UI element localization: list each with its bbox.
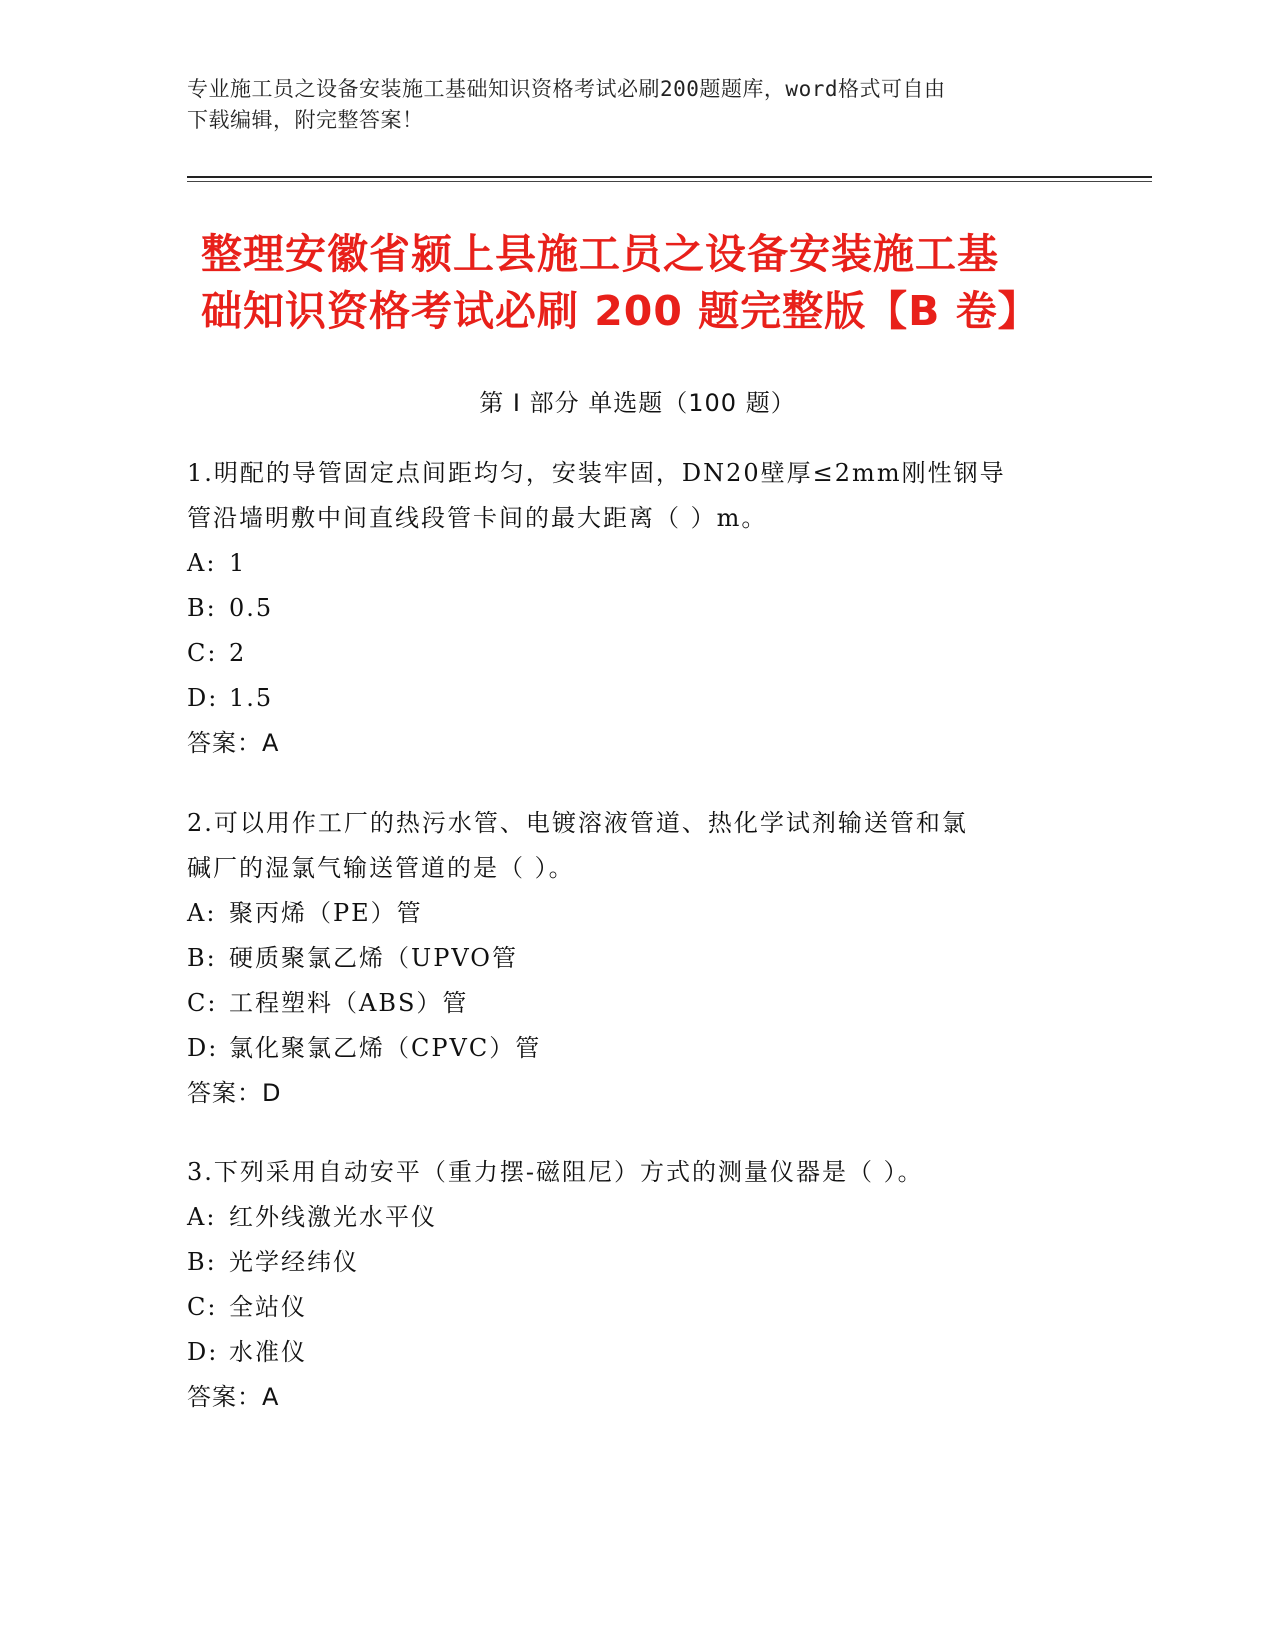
option-key: A: <box>187 1203 217 1231</box>
option-text: 红外线激光水平仪 <box>229 1203 437 1231</box>
question-2-answer: 答案：D <box>187 1079 282 1107</box>
header-divider-thick <box>187 176 1152 178</box>
option-text: 0.5 <box>229 594 274 622</box>
question-2-stem-line-2: 碱厂的湿氯气输送管道的是（ ）。 <box>187 854 575 882</box>
question-2-option-a <box>187 891 1067 936</box>
question-1-stem-line-1: 1.明配的导管固定点间距均匀，安装牢固，DN20壁厚≤2mm刚性钢导 <box>187 459 1006 487</box>
question-2-option-c <box>187 981 1067 1026</box>
option-text: 1.5 <box>229 684 274 712</box>
question-1 <box>187 451 1067 766</box>
option-key: A: <box>187 549 217 577</box>
question-1-option-a <box>187 541 1067 586</box>
option-key: B: <box>187 944 217 972</box>
option-key: D: <box>187 684 219 712</box>
option-text: 1 <box>229 549 247 577</box>
option-key: B: <box>187 594 217 622</box>
section-heading: 第 I 部分 单选题（100 题） <box>479 389 796 417</box>
option-text: 氯化聚氯乙烯（CPVC）管 <box>229 1034 542 1062</box>
option-text: 工程塑料（ABS）管 <box>229 989 469 1017</box>
option-key: D: <box>187 1338 219 1366</box>
question-1-answer: 答案：A <box>187 729 280 757</box>
question-2-option-d <box>187 1026 1067 1071</box>
option-text: 硬质聚氯乙烯（UPVO管 <box>229 944 518 972</box>
question-3-option-c <box>187 1285 1067 1330</box>
question-3-option-d <box>187 1330 1067 1375</box>
document-title <box>187 226 1101 340</box>
option-key: C: <box>187 1293 218 1321</box>
question-3-stem-line-1: 3.下列采用自动安平（重力摆-磁阻尼）方式的测量仪器是（ ）。 <box>187 1158 924 1186</box>
question-1-option-c <box>187 631 1067 676</box>
option-text: 全站仪 <box>229 1293 307 1321</box>
header-note-line-1: 专业施工员之设备安装施工基础知识资格考试必刷200题题库，word格式可自由 <box>187 77 946 101</box>
option-key: D: <box>187 1034 219 1062</box>
header-note-line-2: 下载编辑，附完整答案！ <box>187 108 424 132</box>
document-title-line-2: 础知识资格考试必刷 200 题完整版【B 卷】 <box>201 287 1040 335</box>
option-text: 2 <box>229 639 247 667</box>
document-title-line-1: 整理安徽省颍上县施工员之设备安装施工基 <box>201 230 999 278</box>
option-text: 聚丙烯（PE）管 <box>229 899 423 927</box>
header-divider-thin <box>187 181 1152 182</box>
question-2-option-b <box>187 936 1067 981</box>
question-3 <box>187 1150 1067 1420</box>
option-key: C: <box>187 639 218 667</box>
question-1-option-b <box>187 586 1067 631</box>
option-key: C: <box>187 989 218 1017</box>
question-1-option-d <box>187 676 1067 721</box>
header-note <box>187 74 1067 136</box>
option-key: B: <box>187 1248 217 1276</box>
question-3-option-b <box>187 1240 1067 1285</box>
option-key: A: <box>187 899 217 927</box>
option-text: 光学经纬仪 <box>229 1248 359 1276</box>
question-2-stem-line-1: 2.可以用作工厂的热污水管、电镀溶液管道、热化学试剂输送管和氯 <box>187 809 968 837</box>
question-1-stem-line-2: 管沿墙明敷中间直线段管卡间的最大距离（ ）m。 <box>187 504 768 532</box>
question-3-answer: 答案：A <box>187 1383 280 1411</box>
question-3-option-a <box>187 1195 1067 1240</box>
question-2 <box>187 801 1067 1116</box>
option-text: 水准仪 <box>229 1338 307 1366</box>
